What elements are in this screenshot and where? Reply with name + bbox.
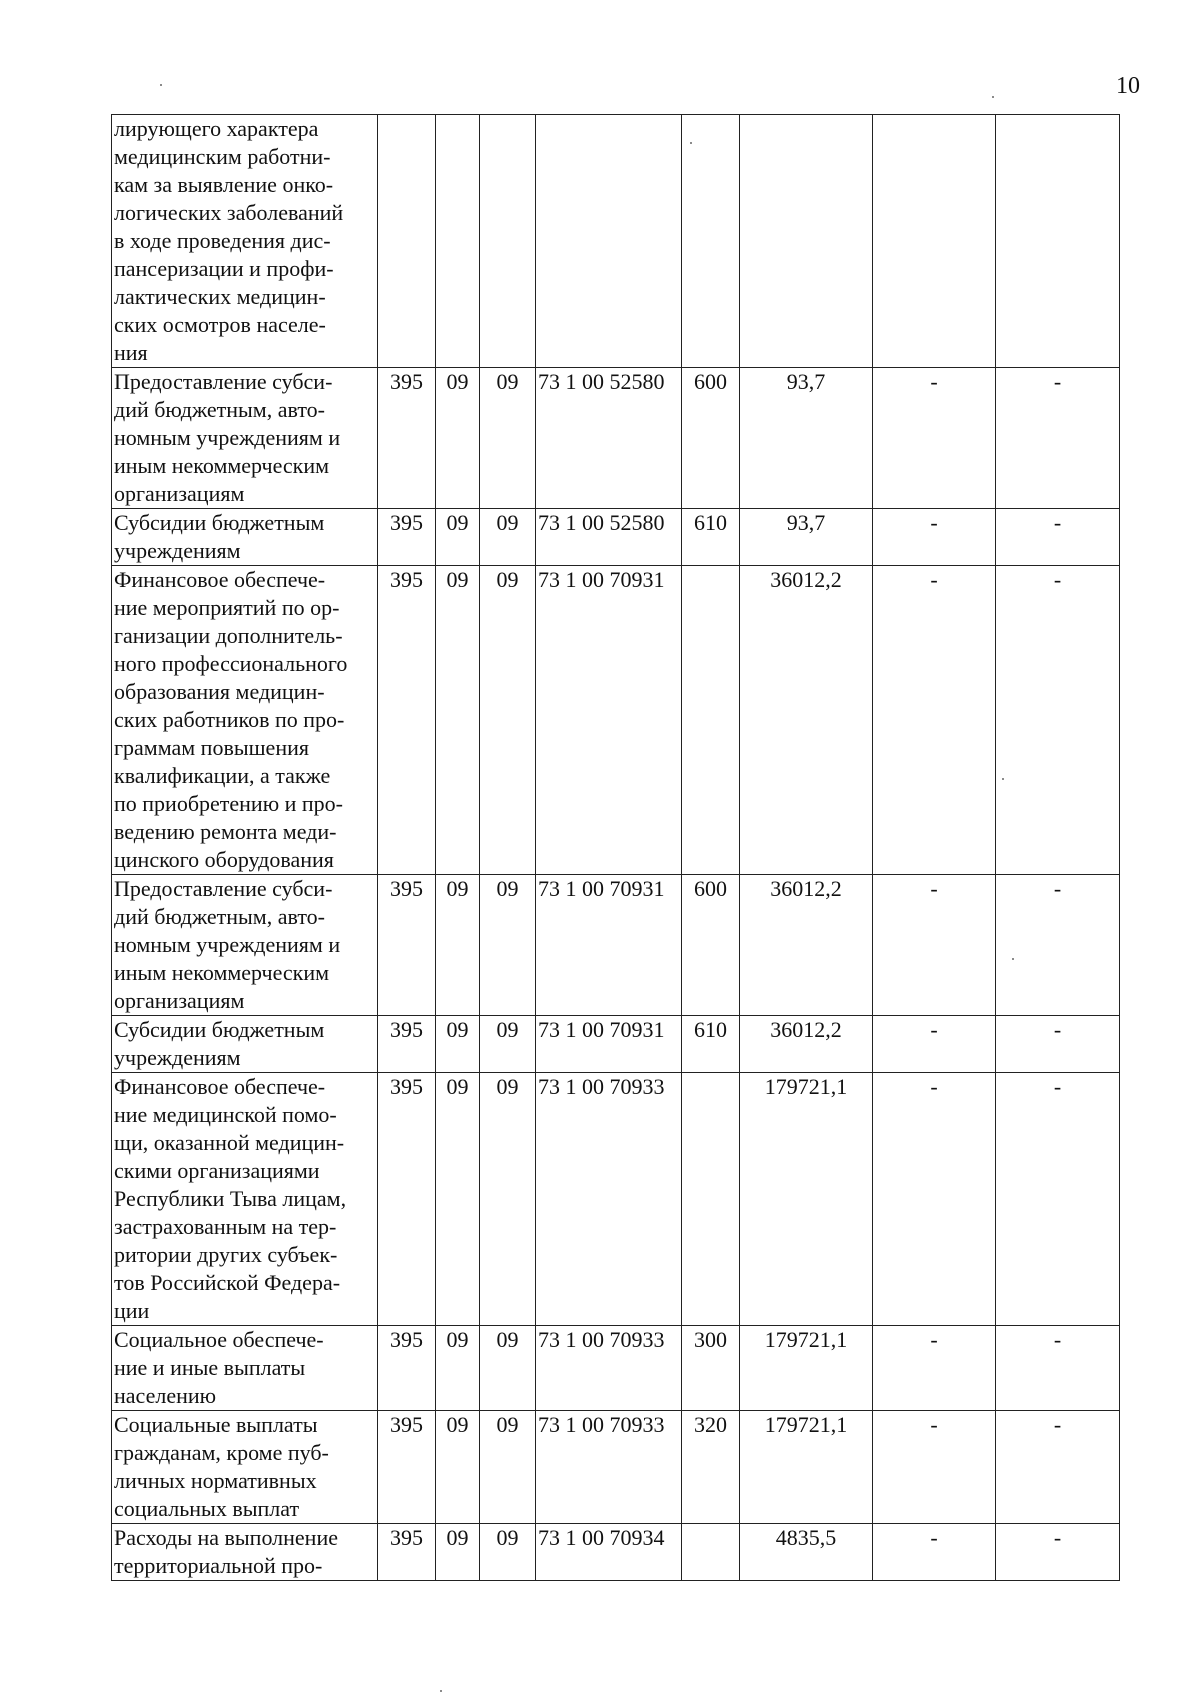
page-number: 10 bbox=[1116, 73, 1140, 99]
target-article-cell: 73 1 00 70933 bbox=[536, 1326, 682, 1411]
amount-year3-cell: - bbox=[996, 1016, 1120, 1073]
table-row bbox=[112, 1524, 1120, 1581]
table-row bbox=[112, 509, 1120, 566]
item-name-cell bbox=[112, 1326, 378, 1411]
target-article-cell: 73 1 00 70931 bbox=[536, 875, 682, 1016]
item-name-line: номным учреждениям и bbox=[114, 425, 341, 450]
table-row bbox=[112, 566, 1120, 875]
amount-year2-cell: - bbox=[873, 1524, 996, 1581]
subsection-code-cell: 09 bbox=[480, 1524, 536, 1581]
chief-admin-code-cell: 395 bbox=[378, 875, 436, 1016]
item-name-line: учреждениям bbox=[114, 538, 241, 563]
item-name-line: ного профессионального bbox=[114, 651, 348, 676]
item-name-cell bbox=[112, 1016, 378, 1073]
amount-year2-cell bbox=[873, 115, 996, 368]
item-name-line: дий бюджетным, авто- bbox=[114, 397, 325, 422]
scan-speck bbox=[690, 142, 692, 144]
item-name-cell bbox=[112, 368, 378, 509]
amount-year3-cell: - bbox=[996, 1524, 1120, 1581]
item-name-line: цинского оборудования bbox=[114, 847, 334, 872]
item-name-cell bbox=[112, 115, 378, 368]
item-name-cell bbox=[112, 875, 378, 1016]
subsection-code-cell: 09 bbox=[480, 368, 536, 509]
chief-admin-code-cell: 395 bbox=[378, 1524, 436, 1581]
item-name-line: кам за выявление онко- bbox=[114, 172, 334, 197]
item-name-line: Республики Тыва лицам, bbox=[114, 1186, 347, 1211]
table-row bbox=[112, 115, 1120, 368]
item-name-line: Предоставление субси- bbox=[114, 369, 333, 394]
item-name-line: Финансовое обеспече- bbox=[114, 1074, 326, 1099]
item-name-line: Социальное обеспече- bbox=[114, 1327, 324, 1352]
amount-cell: 36012,2 bbox=[740, 566, 873, 875]
item-name-line: Субсидии бюджетным bbox=[114, 1017, 325, 1042]
amount-year2-cell: - bbox=[873, 566, 996, 875]
scan-speck bbox=[160, 84, 162, 86]
table-row bbox=[112, 368, 1120, 509]
amount-cell: 36012,2 bbox=[740, 875, 873, 1016]
amount-cell: 179721,1 bbox=[740, 1411, 873, 1524]
item-name-line: организациям bbox=[114, 988, 245, 1013]
item-name-line: ганизации дополнитель- bbox=[114, 623, 343, 648]
item-name-line: учреждениям bbox=[114, 1045, 241, 1070]
amount-cell: 93,7 bbox=[740, 509, 873, 566]
amount-year2-cell: - bbox=[873, 368, 996, 509]
item-name-line: ние медицинской помо- bbox=[114, 1102, 337, 1127]
item-name-line: пансеризации и профи- bbox=[114, 256, 334, 281]
scan-speck bbox=[440, 1690, 442, 1692]
section-code-cell bbox=[436, 115, 480, 368]
item-name-line: Расходы на выполнение bbox=[114, 1525, 338, 1550]
target-article-cell: 73 1 00 70933 bbox=[536, 1073, 682, 1326]
item-name-line: ние мероприятий по ор- bbox=[114, 595, 340, 620]
item-name-cell bbox=[112, 1411, 378, 1524]
amount-year2-cell: - bbox=[873, 509, 996, 566]
item-name-line: по приобретению и про- bbox=[114, 791, 344, 816]
item-name-line: граммам повышения bbox=[114, 735, 309, 760]
expense-type-cell: 320 bbox=[682, 1411, 740, 1524]
target-article-cell: 73 1 00 70934 bbox=[536, 1524, 682, 1581]
item-name-line: ния bbox=[114, 340, 148, 365]
amount-year2-cell: - bbox=[873, 1411, 996, 1524]
amount-cell: 93,7 bbox=[740, 368, 873, 509]
section-code-cell: 09 bbox=[436, 1524, 480, 1581]
section-code-cell: 09 bbox=[436, 1073, 480, 1326]
item-name-line: скими организациями bbox=[114, 1158, 320, 1183]
table-row bbox=[112, 1016, 1120, 1073]
item-name-line: Предоставление субси- bbox=[114, 876, 333, 901]
item-name-cell bbox=[112, 509, 378, 566]
item-name-line: населению bbox=[114, 1383, 217, 1408]
item-name-line: Финансовое обеспече- bbox=[114, 567, 326, 592]
item-name-line: личных нормативных bbox=[114, 1468, 317, 1493]
amount-cell: 179721,1 bbox=[740, 1326, 873, 1411]
item-name-line: номным учреждениям и bbox=[114, 932, 341, 957]
item-name-line: ритории других субъек- bbox=[114, 1242, 338, 1267]
item-name-line: застрахованным на тер- bbox=[114, 1214, 337, 1239]
scan-speck bbox=[992, 96, 994, 98]
expense-type-cell: 600 bbox=[682, 875, 740, 1016]
expense-type-cell bbox=[682, 1073, 740, 1326]
item-name-line: гражданам, кроме пуб- bbox=[114, 1440, 329, 1465]
chief-admin-code-cell: 395 bbox=[378, 1326, 436, 1411]
amount-year2-cell: - bbox=[873, 875, 996, 1016]
table-row bbox=[112, 875, 1120, 1016]
item-name-line: территориальной про- bbox=[114, 1553, 323, 1578]
subsection-code-cell: 09 bbox=[480, 1073, 536, 1326]
amount-year3-cell: - bbox=[996, 1073, 1120, 1326]
expense-type-cell: 610 bbox=[682, 509, 740, 566]
chief-admin-code-cell bbox=[378, 115, 436, 368]
item-name-line: ских работников по про- bbox=[114, 707, 345, 732]
item-name-cell bbox=[112, 1073, 378, 1326]
amount-cell: 4835,5 bbox=[740, 1524, 873, 1581]
item-name-line: иным некоммерческим bbox=[114, 960, 330, 985]
amount-cell bbox=[740, 115, 873, 368]
item-name-line: образования медицин- bbox=[114, 679, 325, 704]
section-code-cell: 09 bbox=[436, 1016, 480, 1073]
item-name-line: ции bbox=[114, 1298, 150, 1323]
chief-admin-code-cell: 395 bbox=[378, 368, 436, 509]
subsection-code-cell: 09 bbox=[480, 1326, 536, 1411]
amount-year3-cell bbox=[996, 115, 1120, 368]
table-row bbox=[112, 1411, 1120, 1524]
table-body bbox=[112, 115, 1120, 1581]
expense-type-cell: 300 bbox=[682, 1326, 740, 1411]
item-name-line: ведению ремонта меди- bbox=[114, 819, 337, 844]
subsection-code-cell: 09 bbox=[480, 1016, 536, 1073]
item-name-line: ние и иные выплаты bbox=[114, 1355, 306, 1380]
amount-year3-cell: - bbox=[996, 1411, 1120, 1524]
item-name-line: организациям bbox=[114, 481, 245, 506]
amount-year2-cell: - bbox=[873, 1016, 996, 1073]
section-code-cell: 09 bbox=[436, 368, 480, 509]
subsection-code-cell: 09 bbox=[480, 875, 536, 1016]
expense-type-cell: 610 bbox=[682, 1016, 740, 1073]
section-code-cell: 09 bbox=[436, 1411, 480, 1524]
subsection-code-cell bbox=[480, 115, 536, 368]
target-article-cell: 73 1 00 70933 bbox=[536, 1411, 682, 1524]
amount-year2-cell: - bbox=[873, 1326, 996, 1411]
item-name-line: щи, оказанной медицин- bbox=[114, 1130, 345, 1155]
item-name-cell bbox=[112, 1524, 378, 1581]
section-code-cell: 09 bbox=[436, 875, 480, 1016]
amount-year3-cell: - bbox=[996, 1326, 1120, 1411]
chief-admin-code-cell: 395 bbox=[378, 1411, 436, 1524]
expense-type-cell bbox=[682, 1524, 740, 1581]
item-name-line: логических заболеваний bbox=[114, 200, 344, 225]
amount-cell: 179721,1 bbox=[740, 1073, 873, 1326]
item-name-line: иным некоммерческим bbox=[114, 453, 330, 478]
item-name-cell bbox=[112, 566, 378, 875]
subsection-code-cell: 09 bbox=[480, 566, 536, 875]
item-name-line: лактических медицин- bbox=[114, 284, 326, 309]
target-article-cell: 73 1 00 70931 bbox=[536, 566, 682, 875]
item-name-line: в ходе проведения дис- bbox=[114, 228, 331, 253]
item-name-line: медицинским работни- bbox=[114, 144, 331, 169]
section-code-cell: 09 bbox=[436, 1326, 480, 1411]
table-row bbox=[112, 1326, 1120, 1411]
item-name-line: тов Российской Федера- bbox=[114, 1270, 341, 1295]
chief-admin-code-cell: 395 bbox=[378, 566, 436, 875]
amount-year3-cell: - bbox=[996, 368, 1120, 509]
item-name-line: социальных выплат bbox=[114, 1496, 300, 1521]
amount-year3-cell: - bbox=[996, 875, 1120, 1016]
scan-speck bbox=[1002, 778, 1004, 780]
target-article-cell: 73 1 00 70931 bbox=[536, 1016, 682, 1073]
amount-cell: 36012,2 bbox=[740, 1016, 873, 1073]
amount-year3-cell: - bbox=[996, 566, 1120, 875]
item-name-line: лирующего характера bbox=[114, 116, 319, 141]
item-name-line: ских осмотров населе- bbox=[114, 312, 326, 337]
scan-speck bbox=[1012, 958, 1014, 960]
amount-year3-cell: - bbox=[996, 509, 1120, 566]
expense-type-cell: 600 bbox=[682, 368, 740, 509]
subsection-code-cell: 09 bbox=[480, 509, 536, 566]
chief-admin-code-cell: 395 bbox=[378, 509, 436, 566]
item-name-line: Субсидии бюджетным bbox=[114, 510, 325, 535]
section-code-cell: 09 bbox=[436, 509, 480, 566]
target-article-cell: 73 1 00 52580 bbox=[536, 509, 682, 566]
chief-admin-code-cell: 395 bbox=[378, 1073, 436, 1326]
table-row bbox=[112, 1073, 1120, 1326]
subsection-code-cell: 09 bbox=[480, 1411, 536, 1524]
expense-type-cell bbox=[682, 115, 740, 368]
amount-year2-cell: - bbox=[873, 1073, 996, 1326]
target-article-cell: 73 1 00 52580 bbox=[536, 368, 682, 509]
chief-admin-code-cell: 395 bbox=[378, 1016, 436, 1073]
item-name-line: дий бюджетным, авто- bbox=[114, 904, 325, 929]
item-name-line: квалификации, а также bbox=[114, 763, 331, 788]
expense-type-cell bbox=[682, 566, 740, 875]
section-code-cell: 09 bbox=[436, 566, 480, 875]
budget-table bbox=[111, 114, 1120, 1581]
target-article-cell bbox=[536, 115, 682, 368]
item-name-line: Социальные выплаты bbox=[114, 1412, 318, 1437]
